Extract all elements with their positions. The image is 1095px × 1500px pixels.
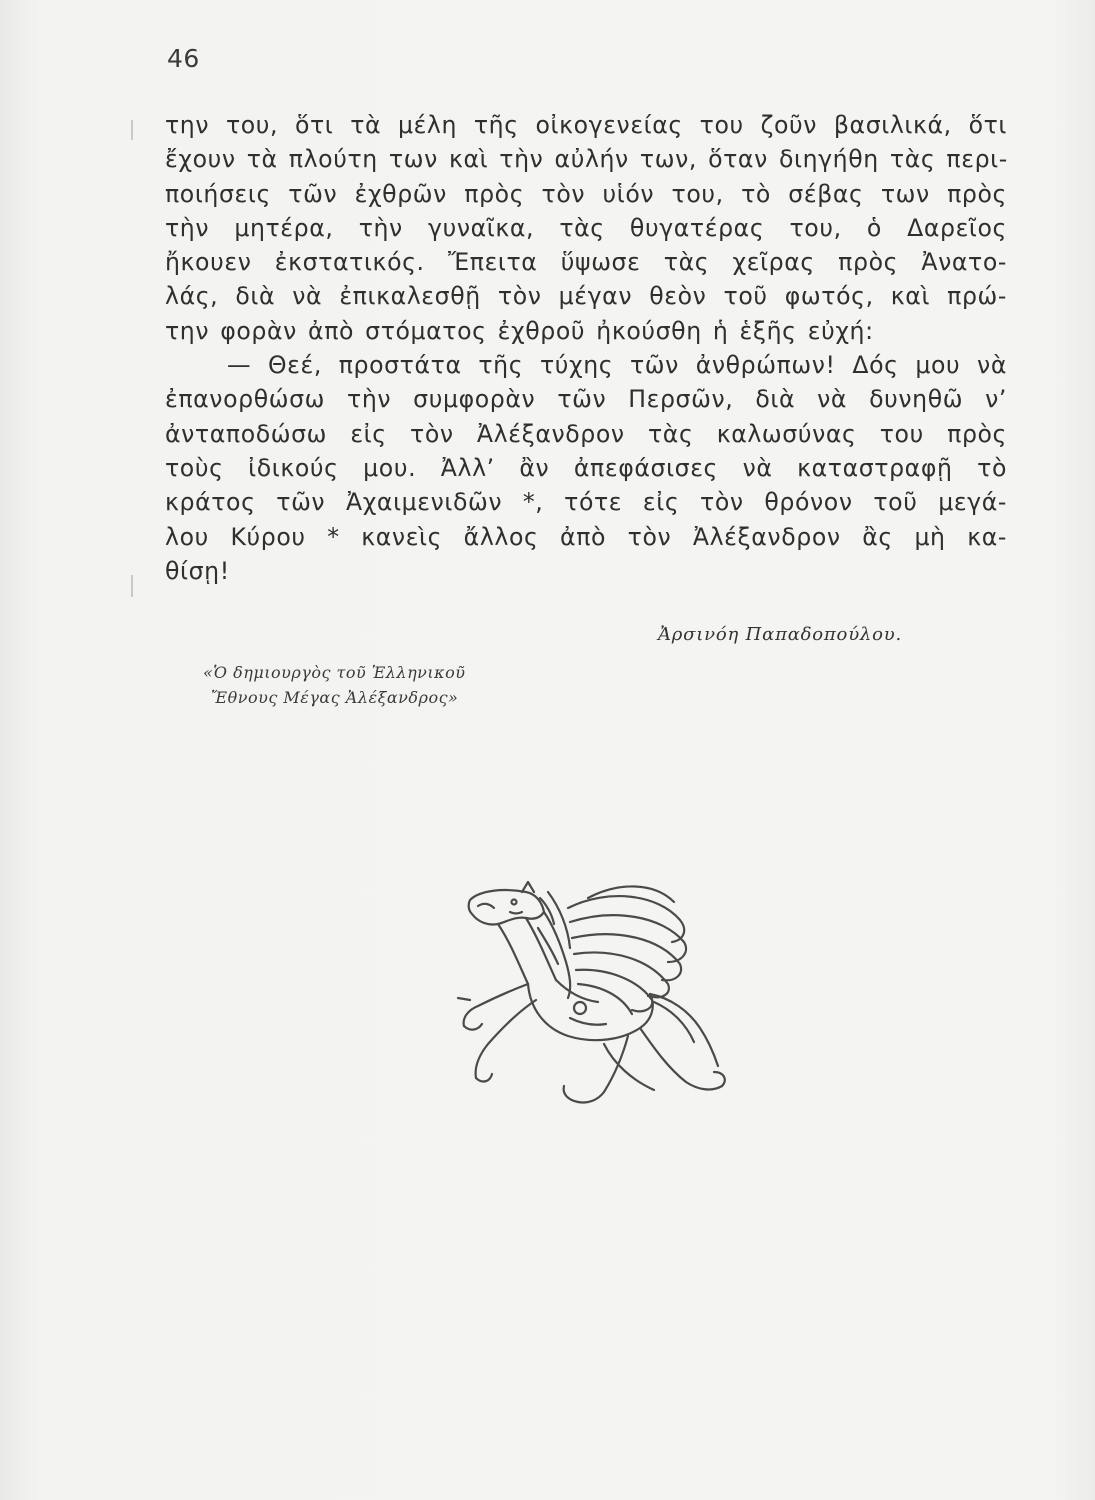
text-line: την φορὰν ἀπὸ στόματος ἐχθροῦ ἠκούσθη ἡ ἑξῆς εὐχή:	[165, 316, 874, 345]
text-line: λάς, διὰ νὰ ἐπικαλεσθῇ τὸν μέγαν θεὸν τοῦ φωτός, καὶ πρώ-	[165, 282, 1007, 311]
text-line: λου Κύρου * κανεὶς ἄλλος ἀπὸ τὸν Ἀλέξανδρον ἂς μὴ κα-	[165, 522, 1007, 551]
page-number: 46	[167, 44, 200, 73]
caption-line-2: Ἔθνους Μέγας Ἀλέξανδρος»	[211, 688, 459, 707]
text-line: την του, ὅτι τὰ μέλη τῆς οἰκογενείας του ζοῦν βασιλικά, ὅτι	[165, 111, 1007, 139]
text-line: κράτος τῶν Ἀχαιμενιδῶν *, τότε εἰς τὸν θρόνον τοῦ μεγά-	[165, 488, 1007, 517]
margin-mark	[131, 575, 133, 597]
margin-mark	[131, 120, 133, 140]
caption-line-1: «Ὁ δημιουργὸς τοῦ Ἑλληνικοῦ	[203, 663, 466, 682]
text-line: θίσῃ!	[165, 556, 230, 585]
pegasus-drawing-icon	[418, 868, 738, 1116]
text-line: ἔχουν τὰ πλούτη των καὶ τὴν αὐλήν των, ὅταν διηγήθη τὰς περι-	[165, 145, 1008, 174]
text-line: ποιήσεις τῶν ἐχθρῶν πρὸς τὸν υἱόν του, τὸ σέβας των πρὸς	[165, 179, 1007, 208]
text-line: ἀνταποδώσω εἰς τὸν Ἀλέξανδρον τὰς καλωσύνας του πρὸς	[165, 419, 1007, 448]
text-line: ἐπανορθώσω τὴν συμφορὰν τῶν Περσῶν, διὰ νὰ δυνηθῶ ν’	[165, 385, 1007, 414]
caption	[203, 660, 466, 710]
text-line: τοὺς ἰδικούς μου. Ἀλλ’ ἂν ἀπεφάσισες νὰ καταστραφῇ τὸ	[165, 453, 1007, 482]
text-line: τὴν μητέρα, τὴν γυναῖκα, τὰς θυγατέρας του, ὁ Δαρεῖος	[165, 213, 1007, 242]
author-signature: Ἀρσινόη Παπαδοπούλου.	[658, 624, 903, 645]
text-line: ἤκουεν ἐκστατικός. Ἔπειτα ὕψωσε τὰς χεῖρας πρὸς Ἀνατο-	[165, 248, 1007, 277]
prayer-line: — Θεέ, προστάτα τῆς τύχης τῶν ἀνθρώπων! Δός μου νὰ	[227, 351, 1007, 380]
body-text	[165, 108, 1007, 588]
